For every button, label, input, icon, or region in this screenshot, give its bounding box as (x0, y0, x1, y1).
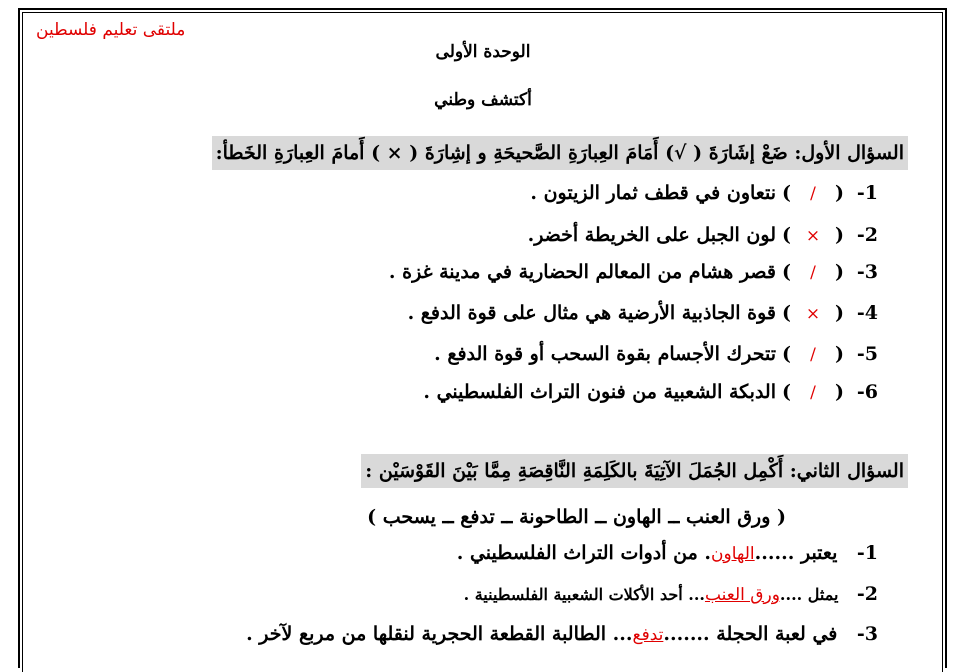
item-number: 5- (856, 343, 878, 365)
item-number: 3- (856, 261, 878, 283)
statement-text: نتعاون في قطف ثمار الزيتون . (530, 182, 776, 204)
open-paren: ( (835, 343, 844, 365)
item-number: 2- (856, 224, 878, 246)
q1-item-2 (528, 218, 878, 252)
open-paren: ( (835, 182, 844, 204)
question-1-header: السؤال الأول: ضَعْ إشَارَةَ ( √) أَمَامَ العِبارَةِ الصَّحيحَةِ و إشِارَةَ ( × ) أَمامَ العِبارَةِ الخَطأ: (212, 136, 908, 170)
q2-item-1 (457, 536, 878, 570)
statement-text: لون الجبل على الخريطة أخضر. (527, 224, 776, 246)
item-number: 3- (856, 623, 878, 645)
statement-text: تتحرك الأجسام بقوة السحب أو قوة الدفع . (434, 343, 776, 365)
statement-text: قوة الجاذبية الأرضية هي مثال على قوة الدفع . (407, 302, 776, 324)
answer-mark: / (810, 382, 816, 403)
statement-text: الدبكة الشعبية من فنون التراث الفلسطيني . (423, 381, 776, 403)
q2-item-2 (464, 577, 878, 611)
sentence-after: . من أدوات التراث الفلسطيني . (456, 542, 712, 564)
q1-item-3 (389, 255, 878, 289)
filled-answer: تدفع (632, 625, 664, 645)
answer-mark: / (810, 262, 816, 283)
word-bank: ( ورق العنب ــ الهاون ــ الطاحونة ــ تدفع ــ يسحب ) (367, 506, 786, 528)
item-number: 6- (856, 381, 878, 403)
q1-item-6 (423, 375, 878, 409)
close-paren: ) (782, 343, 791, 365)
item-number: 1- (856, 182, 878, 204)
close-paren: ) (782, 261, 791, 283)
question-2-header: السؤال الثاني: أَكْمِل الجُمَلَ الآتِيَةَ بالكَلِمَةِ النَّاقِصَةِ مِمَّا بَيْنَ القَوْسَيْن : (361, 454, 908, 488)
statement-text: قصر هشام من المعالم الحضارية في مدينة غزة . (388, 261, 776, 283)
answer-mark: × (805, 303, 821, 324)
q1-item-4 (408, 296, 878, 330)
item-number: 1- (856, 542, 878, 564)
close-paren: ) (782, 381, 791, 403)
unit-title: الوحدة الأولى (435, 42, 531, 62)
close-paren: ) (782, 302, 791, 324)
filled-answer: ورق العنب (704, 585, 780, 605)
open-paren: ( (835, 224, 844, 246)
answer-mark: / (810, 183, 816, 204)
sentence-after: ... الطالبة القطعة الحجرية لنقلها من مربع لآخر . (246, 623, 633, 645)
sentence-before: في لعبة الحجلة ....... (663, 623, 838, 645)
lesson-title: أكتشف وطني (434, 90, 532, 110)
close-paren: ) (782, 182, 791, 204)
sentence-after: ... أحد الأكلات الشعبية الفلسطينية . (463, 585, 705, 604)
watermark: ملتقى تعليم فلسطين (36, 20, 186, 40)
item-number: 2- (856, 583, 878, 605)
item-number: 4- (856, 302, 878, 324)
open-paren: ( (835, 302, 844, 324)
open-paren: ( (835, 261, 844, 283)
filled-answer: الهاون (711, 544, 755, 564)
close-paren: ) (782, 224, 791, 246)
sentence-before: يعتبر ...... (754, 542, 838, 564)
answer-mark: × (805, 225, 821, 246)
open-paren: ( (835, 381, 844, 403)
answer-mark: / (810, 344, 816, 365)
q1-item-1 (530, 176, 878, 210)
q2-item-3 (246, 617, 878, 651)
sentence-before: يمثل .... (779, 585, 839, 604)
q1-item-5 (434, 337, 878, 371)
